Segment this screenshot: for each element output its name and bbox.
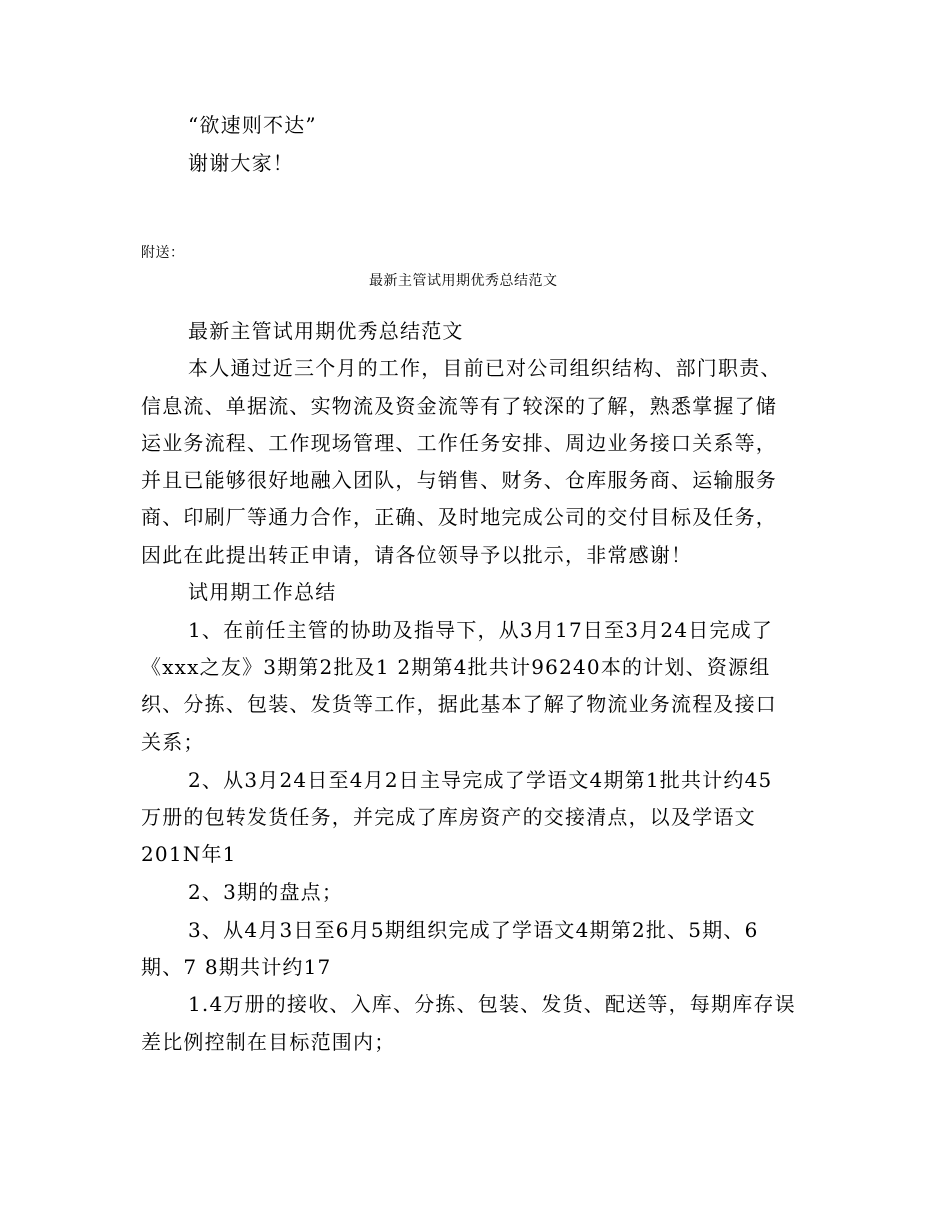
- item2-line: 万册的包转发货任务，并完成了库房资产的交接清点，以及学语文: [141, 805, 756, 829]
- item2-line: 2、从3月24日至4月2日主导完成了学语文4期第1批共计约45: [188, 768, 773, 792]
- intro-line: 本人通过近三个月的工作，目前已对公司组织结构、部门职责、: [188, 356, 782, 380]
- item3-line: 期、7 8期共计约17: [141, 955, 332, 979]
- item3b-line: 1.4万册的接收、入库、分拣、包装、发货、配送等，每期库存误: [188, 992, 796, 1016]
- appendix-label: 附送：: [141, 245, 185, 261]
- quote-line: “欲速则不达”: [188, 113, 317, 137]
- item1-line: 织、分拣、包装、发货等工作，据此基本了解了物流业务流程及接口: [141, 692, 777, 716]
- intro-line: 商、印刷厂等通力合作，正确、及时地完成公司的交付目标及任务，: [141, 505, 777, 529]
- intro-line: 并且已能够很好地融入团队，与销售、财务、仓库服务商、运输服务: [141, 468, 777, 492]
- intro-line: 信息流、单据流、实物流及资金流等有了较深的了解，熟悉掌握了储: [141, 394, 777, 418]
- item2b-line: 2、3期的盘点；: [188, 880, 344, 904]
- item1-line: 1、在前任主管的协助及指导下，从3月17日至3月24日完成了: [188, 618, 774, 642]
- article-heading: 最新主管试用期优秀总结范文: [188, 319, 464, 343]
- intro-line: 因此在此提出转正申请，请各位领导予以批示，非常感谢！: [141, 543, 693, 567]
- item2-line: 201N年1: [141, 842, 237, 866]
- item3b-line: 差比例控制在目标范围内；: [141, 1030, 396, 1054]
- thanks-line: 谢谢大家！: [188, 151, 294, 175]
- item3-line: 3、从4月3日至6月5期组织完成了学语文4期第2批、5期、6: [188, 918, 759, 942]
- appendix-title: 最新主管试用期优秀总结范文: [369, 273, 558, 289]
- section-title: 试用期工作总结: [188, 580, 337, 604]
- item1-line: 关系；: [141, 730, 205, 754]
- intro-line: 运业务流程、工作现场管理、工作任务安排、周边业务接口关系等，: [141, 431, 777, 455]
- item1-line: 《xxx之友》3期第2批及1 2期第4批共计96240本的计划、资源组: [141, 655, 771, 679]
